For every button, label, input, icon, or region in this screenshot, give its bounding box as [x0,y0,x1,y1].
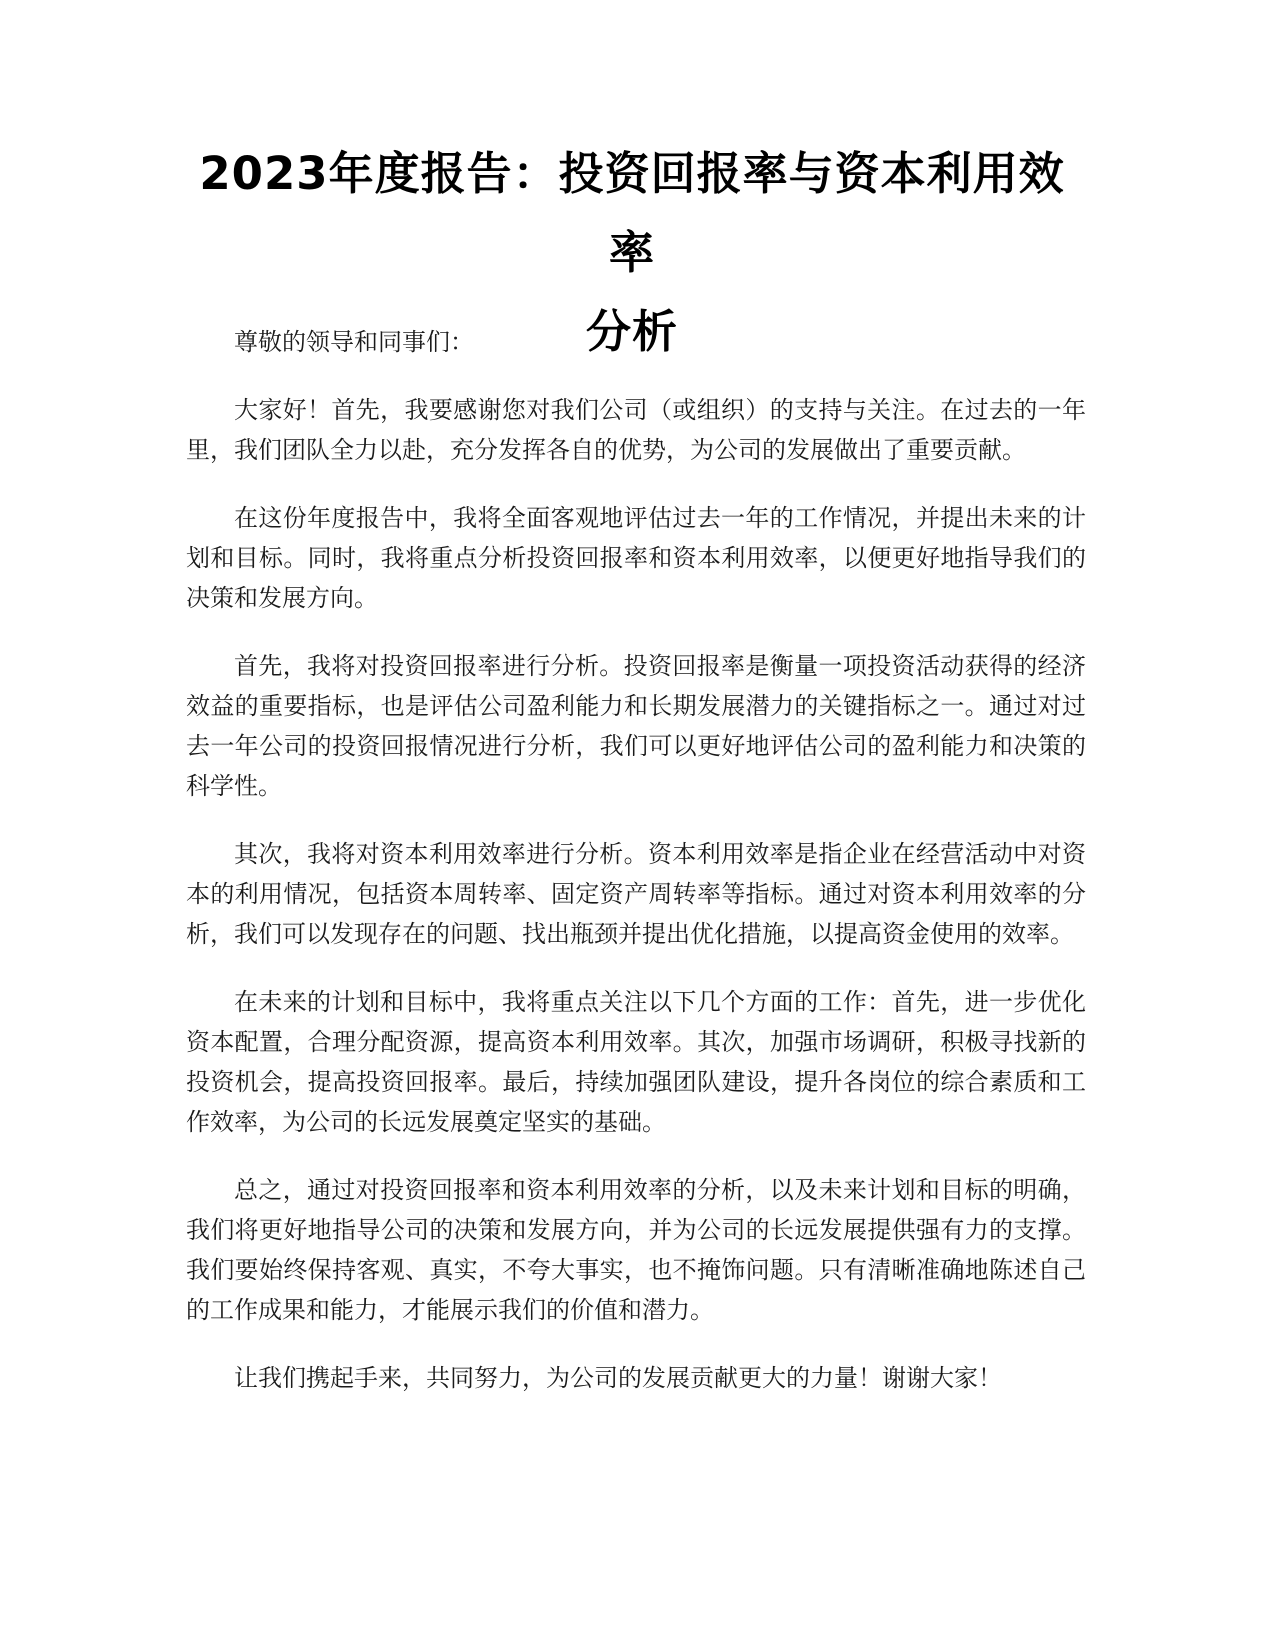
paragraph-report-overview: 在这份年度报告中，我将全面客观地评估过去一年的工作情况，并提出未来的计划和目标。同时，我将重点分析投资回报率和资本利用效率，以便更好地指导我们的决策和发展方向。 [186,504,1086,612]
paragraph-roi-analysis: 首先，我将对投资回报率进行分析。投资回报率是衡量一项投资活动获得的经济效益的重要指标，也是评估公司盈利能力和长期发展潜力的关键指标之一。通过对过去一年公司的投资回报情况进行分析，我们可以更好地评估公司的盈利能力和决策的科学性。 [186,652,1086,800]
paragraph-capital-efficiency: 其次，我将对资本利用效率进行分析。资本利用效率是指企业在经营活动中对资本的利用情况，包括资本周转率、固定资产周转率等指标。通过对资本利用效率的分析，我们可以发现存在的问题、找出瓶颈并提出优化措施，以提高资金使用的效率。 [186,840,1086,948]
document-title-line-2: 分析 [585,305,678,358]
paragraph-closing: 让我们携起手来，共同努力，为公司的发展贡献更大的力量！谢谢大家！ [234,1364,1002,1392]
paragraph-summary: 总之，通过对投资回报率和资本利用效率的分析，以及未来计划和目标的明确，我们将更好地指导公司的决策和发展方向，并为公司的长远发展提供强有力的支撑。我们要始终保持客观、真实，不夸大事实，也不掩饰问题。只有清晰准确地陈述自己的工作成果和能力，才能展示我们的价值和潜力。 [186,1176,1086,1324]
document-body [186,322,1086,1426]
salutation: 尊敬的领导和同事们： [234,328,474,356]
paragraph-greeting: 大家好！首先，我要感谢您对我们公司（或组织）的支持与关注。在过去的一年里，我们团队全力以赴，充分发挥各自的优势，为公司的发展做出了重要贡献。 [186,396,1086,464]
document-title-line-1: 2023年度报告：投资回报率与资本利用效率 [199,147,1065,279]
paragraph-future-plans: 在未来的计划和目标中，我将重点关注以下几个方面的工作：首先，进一步优化资本配置，合理分配资源，提高资本利用效率。其次，加强市场调研，积极寻找新的投资机会，提高投资回报率。最后，持续加强团队建设，提升各岗位的综合素质和工作效率，为公司的长远发展奠定坚实的基础。 [186,988,1086,1136]
